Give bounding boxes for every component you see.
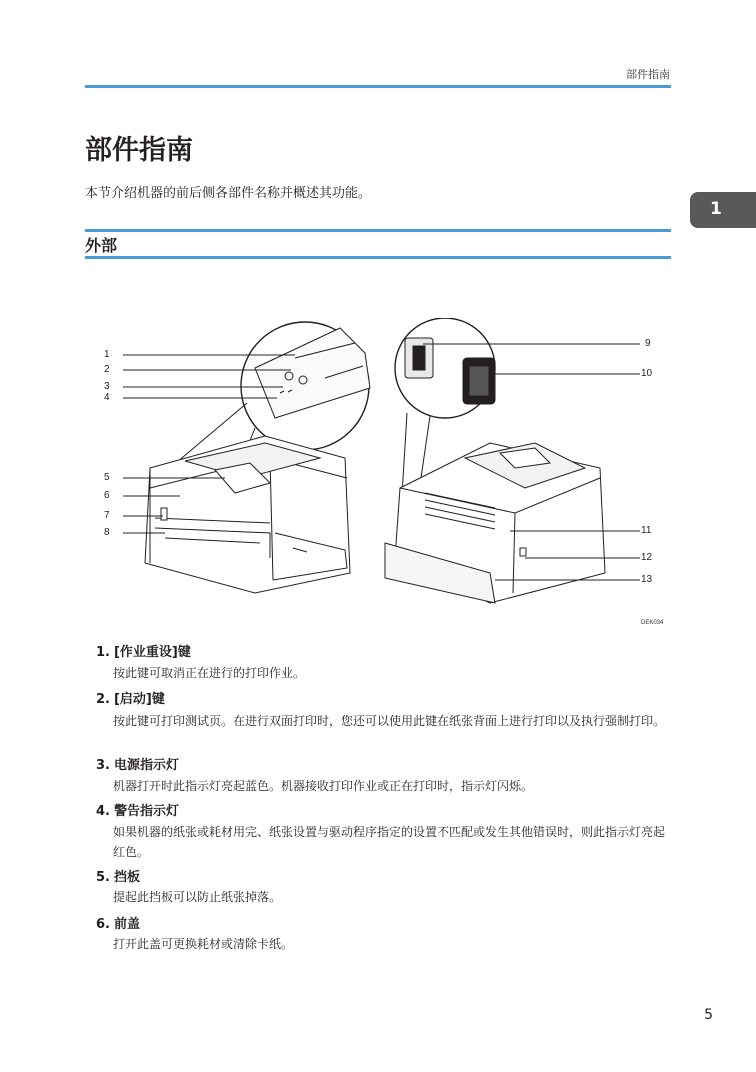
printer-illustration — [95, 318, 670, 633]
item-number: 4. — [96, 804, 110, 819]
callout-1: 1 — [104, 349, 110, 360]
callout-8: 8 — [104, 527, 110, 538]
callout-11: 11 — [641, 525, 652, 536]
callout-9: 9 — [645, 338, 651, 349]
item-title: 电源指示灯 — [113, 758, 179, 773]
item-description: 提起此挡板可以防止纸张掉落。 — [113, 890, 282, 904]
item-description: 按此键可取消正在进行的打印作业。 — [113, 666, 306, 680]
item-description: 如果机器的纸张或耗材用完、纸张设置与驱动程序指定的设置不匹配或发生其他错误时，则此指示灯亮起红色。 — [113, 825, 666, 859]
item-heading — [96, 641, 191, 660]
item-title: 前盖 — [113, 917, 140, 932]
item-number: 2. — [96, 692, 110, 707]
item-number: 5. — [96, 870, 110, 885]
callout-3: 3 — [104, 381, 110, 392]
figure-code: DEK034 — [641, 620, 664, 626]
item-heading — [96, 866, 140, 885]
item-number: 3. — [96, 758, 110, 773]
chapter-tab: 1 — [690, 192, 756, 228]
item-heading — [96, 754, 179, 773]
item-description: 按此键可打印测试页。在进行双面打印时，您还可以使用此键在纸张背面上进行打印以及执行强制打印。 — [113, 714, 666, 728]
callout-2: 2 — [104, 364, 110, 375]
callout-13: 13 — [641, 574, 653, 585]
callout-12: 12 — [641, 552, 653, 563]
item-heading — [96, 688, 165, 707]
item-title: 挡板 — [113, 870, 140, 885]
callout-7: 7 — [104, 510, 110, 521]
item-description: 打开此盖可更换耗材或清除卡纸。 — [113, 937, 294, 951]
callout-6: 6 — [104, 490, 110, 501]
page-number: 5 — [704, 1007, 713, 1023]
item-title: [启动]键 — [113, 692, 165, 707]
item-heading — [96, 800, 179, 819]
printer-figure — [95, 318, 670, 633]
section-rule-top — [85, 229, 671, 232]
item-number: 6. — [96, 917, 110, 932]
header-rule — [85, 85, 671, 88]
intro-text: 本节介绍机器的前后侧各部件名称并概述其功能。 — [85, 186, 372, 201]
page-title: 部件指南 — [85, 135, 193, 166]
running-header: 部件指南 — [626, 68, 670, 81]
item-title: [作业重设]键 — [113, 645, 191, 660]
callout-5: 5 — [104, 472, 110, 483]
section-title: 外部 — [85, 236, 118, 255]
callout-10: 10 — [641, 368, 653, 379]
item-heading — [96, 913, 140, 932]
callout-4: 4 — [104, 392, 110, 403]
item-number: 1. — [96, 645, 110, 660]
item-description: 机器打开时此指示灯亮起蓝色。机器接收打印作业或正在打印时，指示灯闪烁。 — [113, 779, 534, 793]
item-title: 警告指示灯 — [113, 804, 179, 819]
section-rule-bottom — [85, 256, 671, 259]
